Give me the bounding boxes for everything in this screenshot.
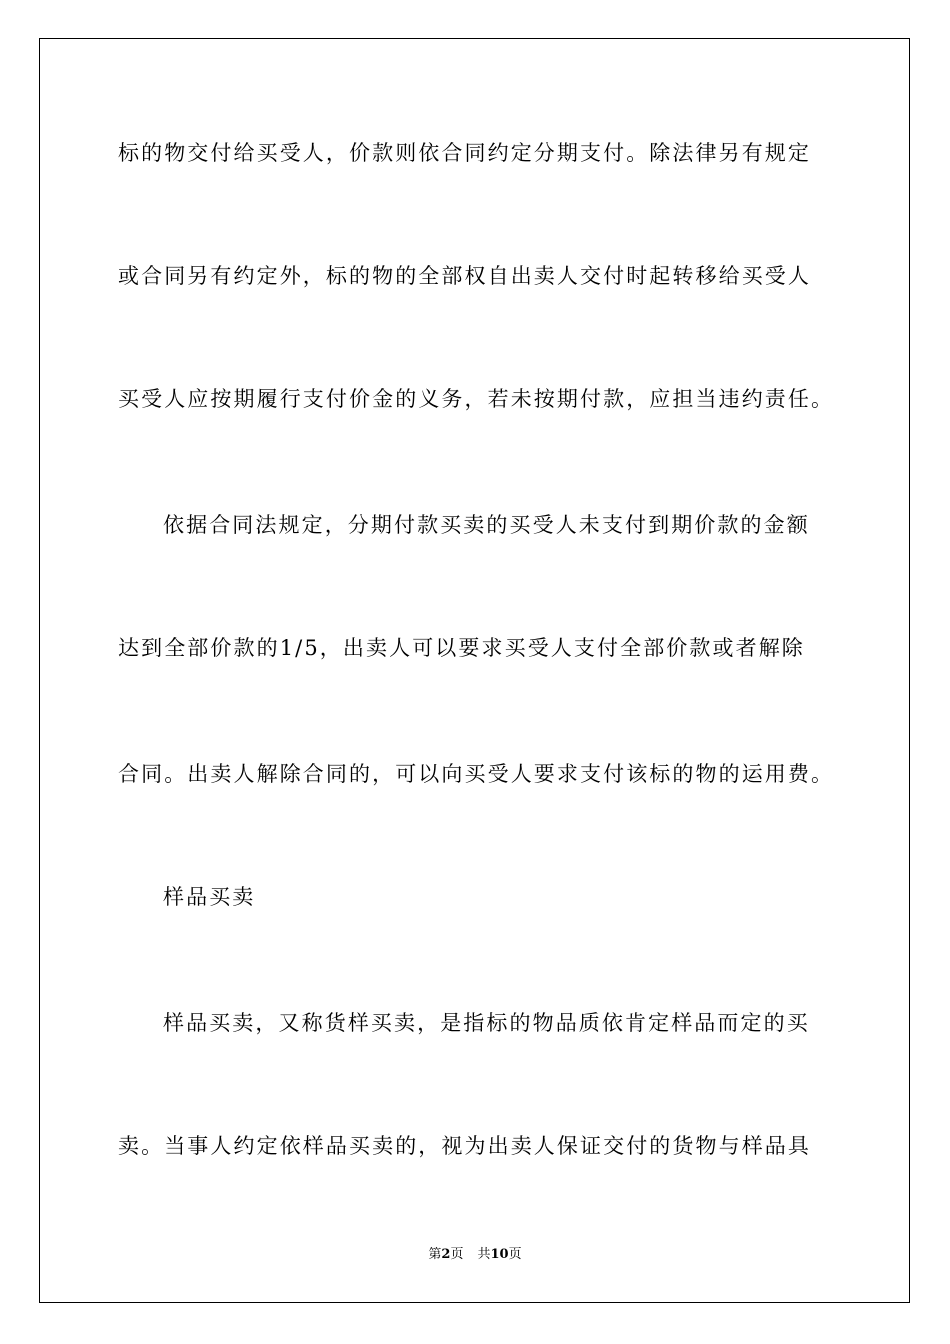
paragraph-line-1: 标的物交付给买受人，价款则依合同约定分期支付。除法律另有规定	[118, 141, 811, 165]
paragraph-line-3: 买受人应按期履行支付价金的义务，若未按期付款，应担当违约责任。	[118, 387, 835, 411]
paragraph-line-2: 或合同另有约定外，标的物的全部权自出卖人交付时起转移给买受人	[118, 264, 811, 288]
paragraph-line-8: 卖。当事人约定依样品买卖的，视为出卖人保证交付的货物与样品具	[118, 1134, 811, 1158]
page-footer	[0, 1246, 950, 1264]
footer-total-prefix: 共	[477, 1247, 491, 1262]
section-heading: 样品买卖	[163, 885, 256, 909]
paragraph-line-5: 达到全部价款的1/5，出卖人可以要求买受人支付全部价款或者解除	[118, 636, 805, 660]
paragraph-line-6: 合同。出卖人解除合同的，可以向买受人要求支付该标的物的运用费。	[118, 762, 835, 786]
paragraph-line-7: 样品买卖，又称货样买卖，是指标的物品质依肯定样品而定的买	[163, 1011, 810, 1035]
footer-page-prefix: 第	[428, 1247, 442, 1262]
footer-page-suffix: 页	[450, 1247, 464, 1262]
footer-page-number: 2	[441, 1247, 451, 1262]
footer-total-suffix: 页	[508, 1247, 522, 1262]
paragraph-line-4: 依据合同法规定，分期付款买卖的买受人未支付到期价款的金额	[163, 513, 810, 537]
footer-total-number: 10	[490, 1247, 509, 1262]
page-border	[39, 38, 910, 1303]
